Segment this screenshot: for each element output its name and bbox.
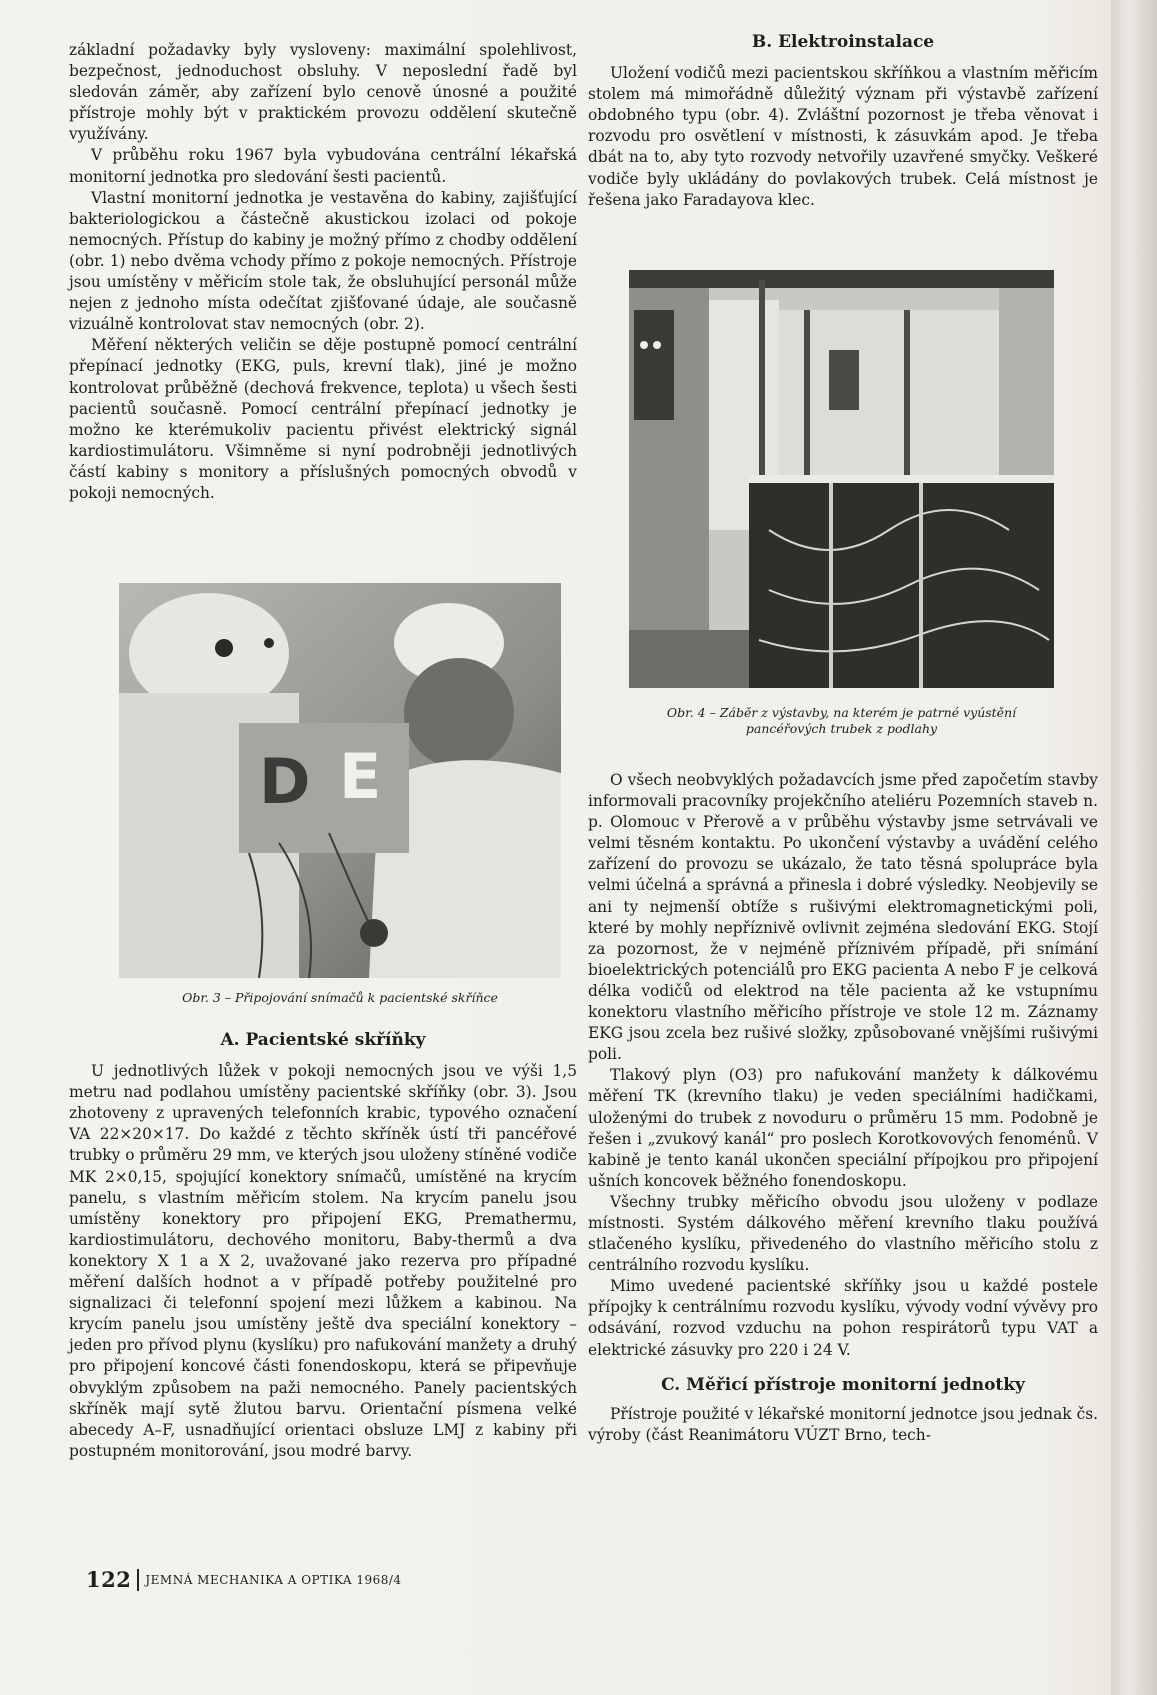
paragraph: Mimo uvedené pacientské skříňky jsou u každé postele přípojky k centrálnímu rozvodu kyslíku, vývody vodní vývěvy pro odsávání, rozvod vzduchu na pohon respirátorů typu VAT a elektrické zásuvky pro 220 i 24 V. <box>588 1277 1098 1359</box>
paragraph: základní požadavky byly vysloveny: maximální spolehlivost, bezpečnost, jednoduchost obsluhy. V neposlední řadě byl sledován záměr, aby zařízení bylo cenově únosné a použité přístroje mohly být v praktickém provozu oddělení skutečně využívány. <box>69 41 577 144</box>
section-a <box>69 1030 577 1462</box>
footer-divider <box>137 1569 139 1591</box>
figure-4-caption: Obr. 4 – Záběr z výstavby, na kterém je patrné vyústění pancéřových trubek z podlahy <box>666 705 1017 736</box>
figure-3-photo <box>119 583 561 978</box>
journal-name: JEMNÁ MECHANIKA A OPTIKA 1968/4 <box>145 1572 402 1587</box>
figure-3-letter-e: E <box>339 740 382 813</box>
figure-3-caption: Obr. 3 – Připojování snímačů k pacientské skříňce <box>182 990 498 1005</box>
page-number: 122 <box>86 1567 132 1592</box>
paragraph: Tlakový plyn (O3) pro nafukování manžety k dálkovému měření TK (krevního tlaku) je veden speciálními hadičkami, uloženými do trubek z novoduru o průměru 15 mm. Podobně je řešen i „zvukový kanál“ pro poslech Korotkovových fenoménů. V kabině je tento kanál ukončen speciální přípojkou pro připojení ušních koncovek běžného fonendoskopu. <box>588 1066 1098 1190</box>
paragraph: O všech neobvyklých požadavcích jsme před započetím stavby informovali pracovníky projekčního ateliéru Pozemních staveb n. p. Olomouc v Přerově a v průběhu výstavby jsme setrvávali ve velmi těsném kontaktu. Po ukončení výstavby a uvádění celého zařízení do provozu se ukázalo, že tato těsná spolupráce byla velmi účelná a správná a přinesla i dobré výsledky. Neobjevily se ani ty nejmenší obtíže s rušivými elektromagnetickými poli, které by mohly nepříznivě ovlivnit zejména sledování EKG. Stojí za pozornost, že v nejméně příznivém případě, při snímání bioelektrických potenciálů pro EKG pacienta A nebo F je celková délka vodičů od elektrod na těle pacienta až ke vstupnímu konektoru vlastního měřicího přístroje ve stole 12 m. Záznamy EKG jsou zcela bez rušivé složky, způsobované vnějšími rušivými poli. <box>588 771 1098 1064</box>
figure-3-letter-d: D <box>259 745 311 818</box>
section-b-heading: B. Elektroinstalace <box>751 32 935 52</box>
paragraph: V průběhu roku 1967 byla vybudována centrální lékařská monitorní jednotka pro sledování šesti pacientů. <box>69 146 577 186</box>
figure-3-illustration <box>119 583 561 978</box>
left-column <box>69 40 577 504</box>
section-a-heading: A. Pacientské skříňky <box>220 1030 426 1050</box>
paragraph: Přístroje použité v lékařské monitorní jednotce jsou jednak čs. výroby (část Reanimátoru VÚZT Brno, tech- <box>588 1404 1098 1444</box>
section-b <box>588 32 1098 211</box>
paragraph: U jednotlivých lůžek v pokoji nemocných jsou ve výši 1,5 metru nad podlahou umístěny pacientské skříňky (obr. 3). Jsou zhotoveny z upravených telefonních krabic, typového označení VA 22×20×17. Do každé z těchto skříněk ústí tři pancéřové trubky o průměru 29 mm, ve kterých jsou uloženy stíněné vodiče MK 2×0,15, spojující konektory snímačů, umístěné na krycím panelu, s vlastním měřicím stolem. Na krycím panelu jsou umístěny konektory pro připojení EKG, Premathermu, kardiostimulátoru, dechového monitoru, Baby-thermů a dva konektory X 1 a X 2, uvažované jako rezerva pro případné měření dalších hodnot a v případě potřeby použitelné pro signalizaci či telefonní spojení mezi lůžkem a kabinou. Na krycím panelu jsou umístěny ještě dva speciální konektory – jeden pro přívod plynu (kyslíku) pro nafukování manžety a druhý pro připojení koncové části fonendoskopu, která se připevňuje obvyklým způsobem na paži nemocného. Panely pacientských skříněk mají sytě žlutou barvu. Orientační písmena velké abecedy A–F, usnadňující orientaci obsluze LMJ z kabiny při postupném monitorování, jsou modré barvy. <box>69 1062 577 1460</box>
page-footer <box>86 1567 402 1592</box>
figure-4-illustration <box>629 270 1054 688</box>
page-edge-shadow <box>1111 0 1157 1695</box>
paragraph: Vlastní monitorní jednotka je vestavěna do kabiny, zajišťující bakteriologickou a částečně akustickou izolaci od pokoje nemocných. Přístup do kabiny je možný přímo z chodby oddělení (obr. 1) nebo dvěma vchody přímo z pokoje nemocných. Přístroje jsou umístěny v měřicím stole tak, že obsluhující personál může nejen z jednoho místa odečítat zjišťované údaje, ale současně vizuálně kontrolovat stav nemocných (obr. 2). <box>69 188 577 334</box>
paragraph: Uložení vodičů mezi pacientskou skříňkou a vlastním měřicím stolem má mimořádně důležitý význam při výstavbě zařízení obdobného typu (obr. 4). Zvláštní pozornost je třeba věnovat i rozvodu pro osvětlení v místnosti, k zásuvkám apod. Je třeba dbát na to, aby tyto rozvody netvořily uzavřené smyčky. Veškeré vodiče byly ukládány do povlakových trubek. Celá místnost je řešena jako Faradayova klec. <box>588 64 1098 209</box>
paragraph: Všechny trubky měřicího obvodu jsou uloženy v podlaze místnosti. Systém dálkového měření krevního tlaku používá stlačeného kyslíku, přivedeného do vlastního měřicího stolu z centrálního rozvodu kyslíku. <box>588 1192 1098 1275</box>
section-c-heading: C. Měřicí přístroje monitorní jednotky <box>661 1374 1025 1395</box>
paragraph: Měření některých veličin se děje postupně pomocí centrální přepínací jednotky (EKG, puls, krevní tlak), jiné je možno kontrolovat průběžně (dechová frekvence, teplota) u všech šesti pacientů současně. Pomocí centrální přepínací jednotky je možno ke kterémukoliv pacientu přivést elektrický signál kardiostimulátoru. Všimněme si nyní podrobněji jednotlivých částí kabiny s monitory a příslušných pomocných obvodů v pokoji nemocných. <box>69 336 577 502</box>
figure-4-photo <box>629 270 1054 688</box>
right-column-body <box>588 770 1098 1446</box>
